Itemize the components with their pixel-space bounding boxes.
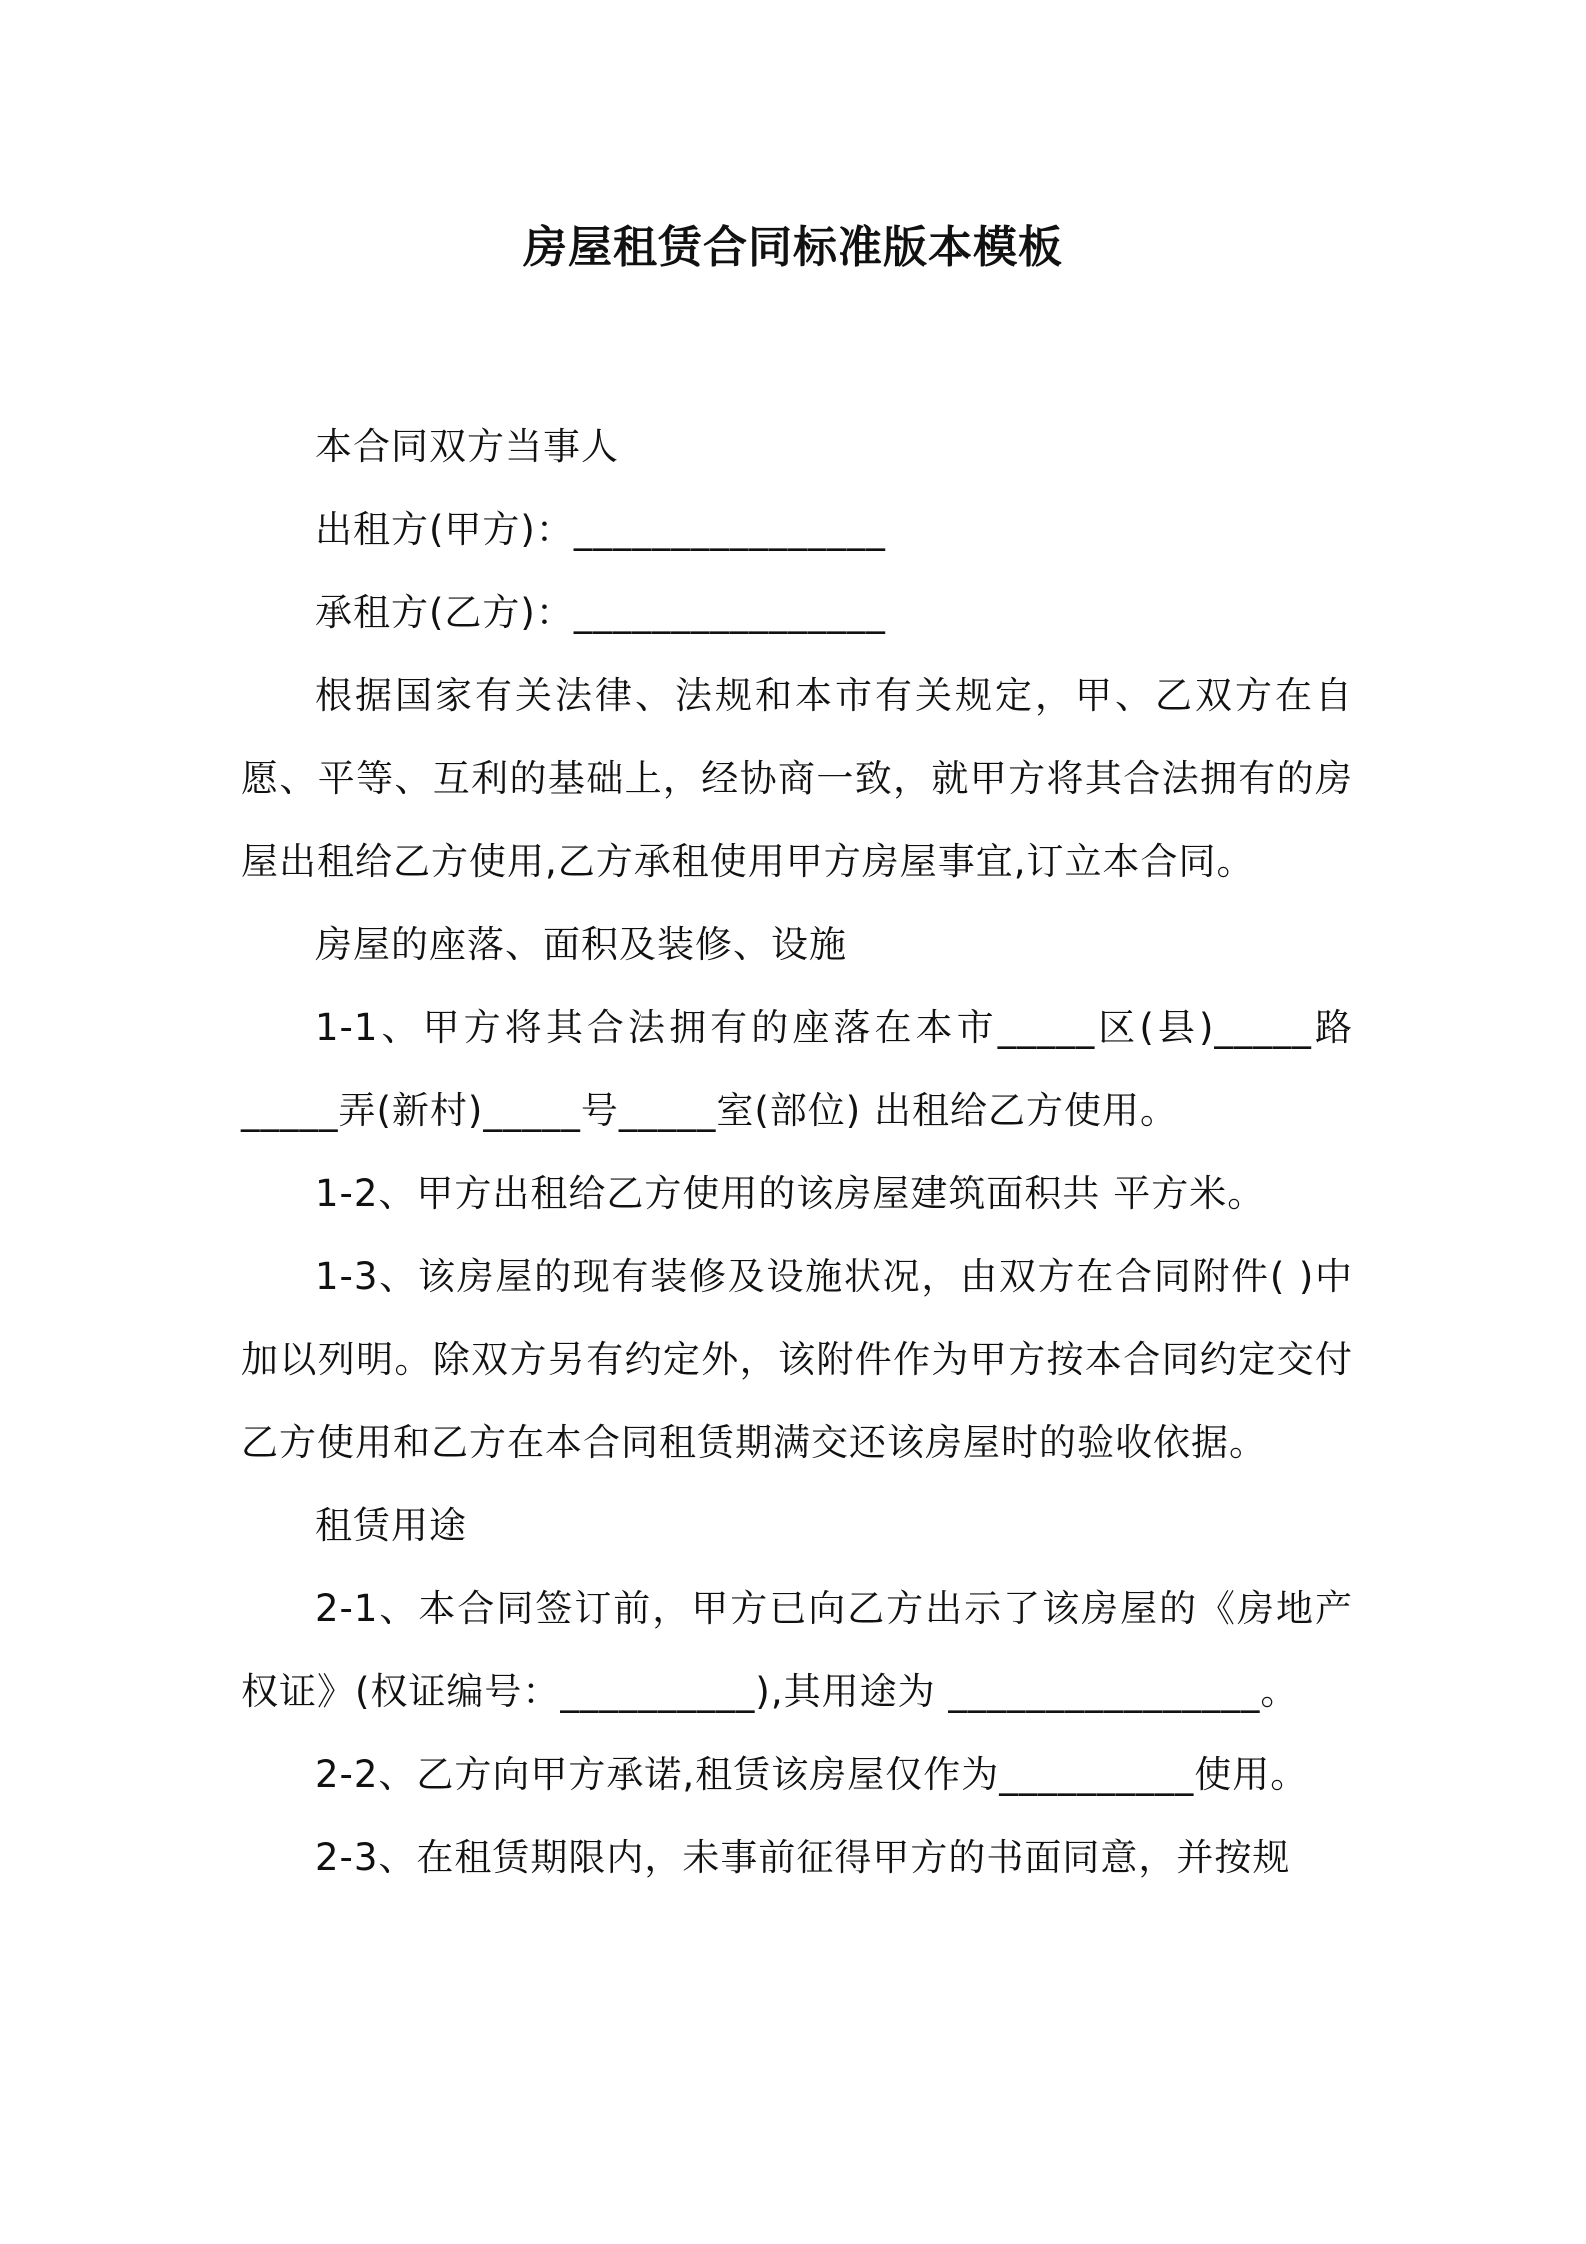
paragraph-lessor: 出租方(甲方)：________________ — [315, 508, 886, 551]
clause-1-2: 1-2、甲方出租给乙方使用的该房屋建筑面积共 平方米。 — [315, 1172, 1266, 1215]
clause-2-2: 2-2、乙方向甲方承诺,租赁该房屋仅作为__________使用。 — [315, 1753, 1309, 1796]
paragraph-preamble: 根据国家有关法律、法规和本市有关规定，甲、乙双方在自愿、平等、互利的基础上，经协商一致，就甲方将其合法拥有的房屋出租给乙方使用,乙方承租使用甲方房屋事宜,订立本合同。 — [241, 674, 1353, 883]
section-heading-usage: 租赁用途 — [315, 1504, 467, 1547]
paragraph-lessee: 承租方(乙方)：________________ — [315, 591, 886, 634]
clause-2-1: 2-1、本合同签订前，甲方已向乙方出示了该房屋的《房地产权证》(权证编号：__________),其用途为 ________________。 — [241, 1587, 1353, 1713]
paragraph-parties-heading: 本合同双方当事人 — [315, 425, 619, 468]
document-body — [241, 405, 1353, 1899]
clause-1-1: 1-1、甲方将其合法拥有的座落在本市_____区(县)_____路_____弄(新村)_____号_____室(部位) 出租给乙方使用。 — [241, 1006, 1353, 1132]
clause-2-3: 2-3、在租赁期限内，未事前征得甲方的书面同意，并按规 — [315, 1836, 1291, 1879]
clause-1-3: 1-3、该房屋的现有装修及设施状况，由双方在合同附件( )中加以列明。除双方另有约定外，该附件作为甲方按本合同约定交付乙方使用和乙方在本合同租赁期满交还该房屋时的验收依据。 — [241, 1255, 1353, 1464]
section-heading-property: 房屋的座落、面积及装修、设施 — [315, 923, 847, 966]
document-title: 房屋租赁合同标准版本模板 — [523, 222, 1063, 273]
